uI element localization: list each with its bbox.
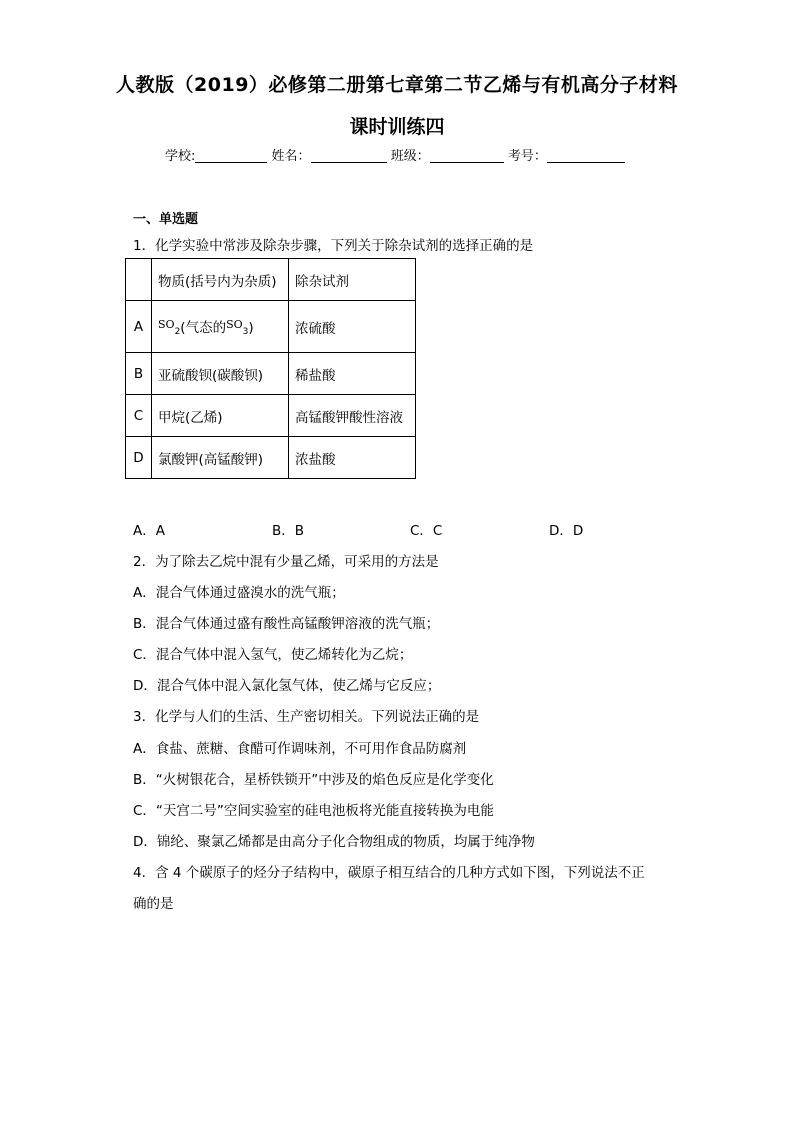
row-substance: 甲烷(乙烯): [152, 395, 289, 437]
document-subtitle: 课时训练四: [349, 116, 445, 138]
q3-option-d[interactable]: D．锦纶、聚氯乙烯都是由高分子化合物组成的物质，均属于纯净物: [133, 834, 535, 850]
document-title: 人教版（2019）必修第二册第七章第二节乙烯与有机高分子材料: [116, 74, 678, 96]
q4-stem-line2: 确的是: [133, 896, 174, 912]
choice-a[interactable]: A．A: [133, 523, 165, 539]
choice-d[interactable]: D．D: [549, 523, 584, 539]
q3-option-c[interactable]: C．“天宫二号”空间实验室的硅电池板将光能直接转换为电能: [133, 803, 494, 819]
table-row: [126, 437, 416, 479]
name-label: 姓名：: [271, 149, 311, 164]
row-letter: A: [126, 301, 152, 353]
q2-option-b[interactable]: B．混合气体通过盛有酸性高锰酸钾溶液的洗气瓶；: [133, 616, 440, 632]
table-header-row: [126, 259, 416, 301]
row-letter: B: [126, 353, 152, 395]
choice-c[interactable]: C．C: [410, 523, 443, 539]
table-row: [126, 301, 416, 353]
class-label: 班级：: [390, 149, 430, 164]
q3-stem: 3．化学与人们的生活、生产密切相关。下列说法正确的是: [133, 709, 480, 725]
table-row: [126, 395, 416, 437]
row-reagent: 高锰酸钾酸性溶液: [289, 395, 416, 437]
q2-option-a[interactable]: A．混合气体通过盛溴水的洗气瓶；: [133, 585, 345, 601]
q2-option-d[interactable]: D．混合气体中混入氯化氢气体，使乙烯与它反应；: [133, 678, 441, 694]
school-label: 学校:: [165, 149, 196, 164]
table-row: [126, 353, 416, 395]
row-reagent: 浓盐酸: [289, 437, 416, 479]
exam-no-field[interactable]: [547, 148, 625, 163]
q2-stem: 2．为了除去乙烷中混有少量乙烯，可采用的方法是: [133, 554, 439, 570]
q2-option-c[interactable]: C．混合气体中混入氢气，使乙烯转化为乙烷；: [133, 647, 413, 663]
school-field[interactable]: [195, 148, 267, 163]
choice-b[interactable]: B．B: [272, 523, 305, 539]
exam-no-label: 考号：: [507, 149, 547, 164]
row-substance: $^{SO}_2$(气态的$^{SO}_3$): [152, 301, 289, 353]
row-reagent: 稀盐酸: [289, 353, 416, 395]
q1-stem: 1．化学实验中常涉及除杂步骤，下列关于除杂试剂的选择正确的是: [133, 238, 534, 254]
table-header-cell: [126, 259, 152, 301]
q3-option-a[interactable]: A．食盐、蔗糖、食醋可作调味剂，不可用作食品防腐剂: [133, 741, 467, 757]
class-field[interactable]: [430, 148, 504, 163]
row-letter: C: [126, 395, 152, 437]
q1-table: [125, 258, 416, 479]
section-heading: 一、单选题: [133, 212, 199, 227]
row-substance: 氯酸钾(高锰酸钾): [152, 437, 289, 479]
row-letter: D: [126, 437, 152, 479]
q3-option-b[interactable]: B．“火树银花合，星桥铁锁开”中涉及的焰色反应是化学变化: [133, 772, 494, 788]
table-header-cell: 除杂试剂: [289, 259, 416, 301]
q4-stem-line1: 4．含 4 个碳原子的烃分子结构中，碳原子相互结合的几种方式如下图，下列说法不正: [133, 865, 645, 881]
row-substance: 亚硫酸钡(碳酸钡): [152, 353, 289, 395]
row-reagent: 浓硫酸: [289, 301, 416, 353]
table-header-cell: 物质(括号内为杂质): [152, 259, 289, 301]
name-field[interactable]: [311, 148, 387, 163]
student-info-line: [165, 145, 625, 164]
